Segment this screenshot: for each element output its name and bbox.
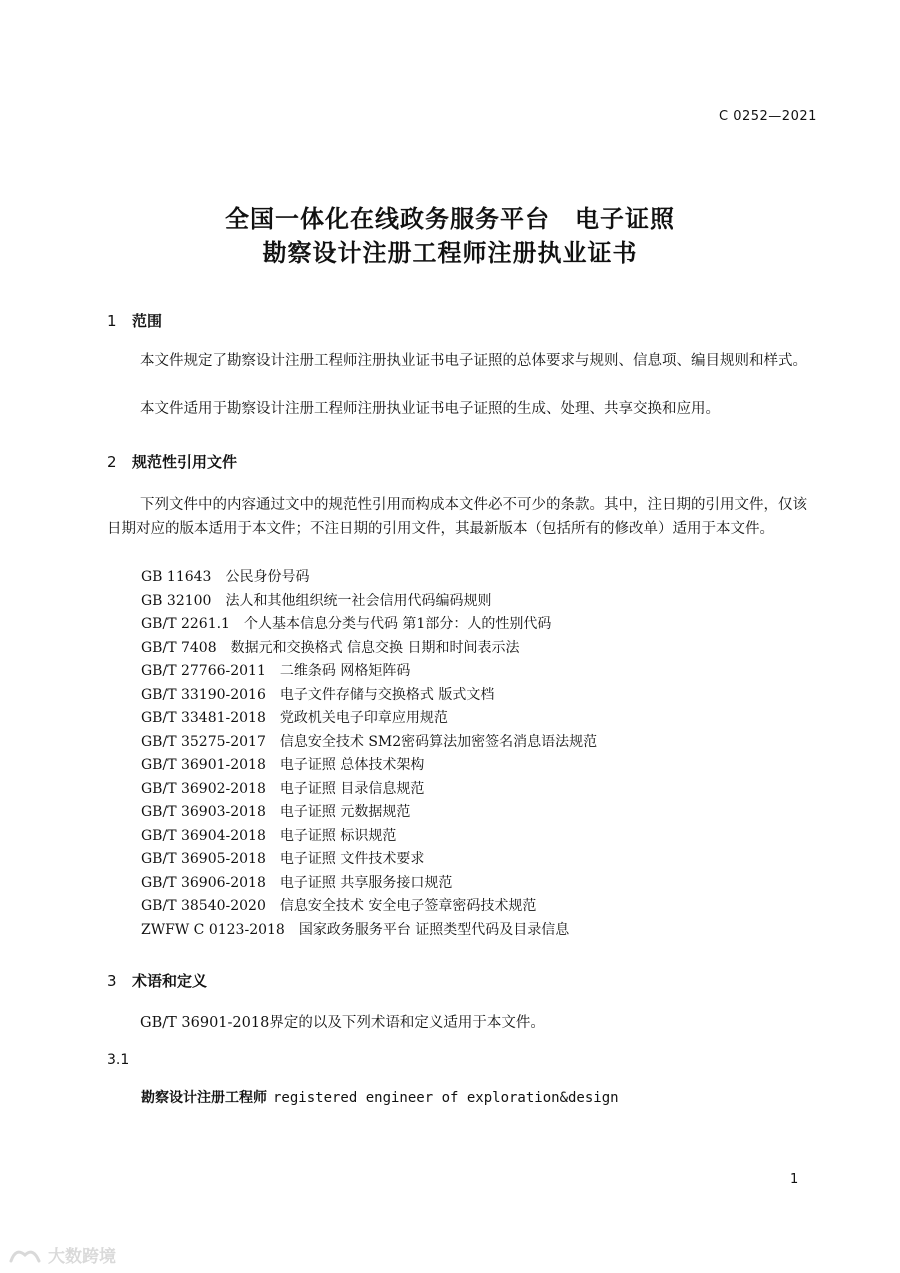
reference-code: GB/T 2261.1 — [141, 616, 230, 632]
list-item — [141, 637, 597, 661]
document-code: C 0252—2021 — [719, 109, 817, 124]
reference-code: ZWFW C 0123-2018 — [141, 921, 285, 938]
reference-code: GB/T 33190-2016 — [141, 686, 266, 703]
reference-code: GB/T 35275-2017 — [141, 733, 266, 750]
list-item — [141, 590, 597, 614]
list-item — [141, 919, 597, 943]
scope-paragraph-2: 本文件适用于勘察设计注册工程师注册执业证书电子证照的生成、处理、共享交换和应用。 — [140, 401, 720, 417]
list-item — [141, 778, 597, 802]
list-item — [141, 754, 597, 778]
list-item — [141, 872, 597, 896]
reference-title: 电子证照 总体技术架构 — [279, 757, 425, 773]
list-item — [141, 566, 597, 590]
reference-title: 电子证照 标识规范 — [279, 827, 397, 844]
reference-title: 信息安全技术 SM2密码算法加密签名消息语法规范 — [279, 733, 598, 750]
reference-code: GB/T 33481-2018 — [141, 710, 266, 726]
reference-title: 国家政务服务平台 证照类型代码及目录信息 — [298, 921, 570, 938]
reference-code: GB/T 27766-2011 — [141, 663, 266, 679]
reference-title: 公民身份号码 — [225, 569, 310, 585]
document-title-line-2: 勘察设计注册工程师注册执业证书 — [262, 239, 638, 267]
reference-title: 电子证照 元数据规范 — [279, 804, 411, 820]
reference-title: 数据元和交换格式 信息交换 日期和时间表示法 — [230, 639, 520, 656]
section-2-heading — [107, 451, 237, 472]
reference-title: 个人基本信息分类与代码 第1部分：人的性别代码 — [243, 616, 552, 632]
watermark — [8, 1242, 116, 1267]
reference-title: 信息安全技术 安全电子签章密码技术规范 — [279, 898, 537, 914]
section-1-heading — [107, 310, 162, 331]
list-item — [141, 801, 597, 825]
list-item — [141, 848, 597, 872]
reference-title: 法人和其他组织统一社会信用代码编码规则 — [225, 592, 492, 609]
section-number: 3 — [107, 972, 117, 990]
section-title: 规范性引用文件 — [132, 453, 238, 471]
reference-code: GB 11643 — [141, 569, 212, 585]
page-number: 1 — [790, 1172, 799, 1187]
list-item — [141, 895, 597, 919]
terms-intro-paragraph: GB/T 36901-2018界定的以及下列术语和定义适用于本文件。 — [140, 1015, 545, 1031]
reference-code: GB/T 7408 — [141, 639, 217, 656]
list-item — [141, 825, 597, 849]
term-entry — [141, 1087, 619, 1107]
reference-title: 电子证照 文件技术要求 — [279, 851, 425, 867]
section-title: 术语和定义 — [132, 972, 208, 990]
reference-code: GB/T 36904-2018 — [141, 827, 266, 844]
reference-code: GB/T 36906-2018 — [141, 874, 266, 891]
term-chinese: 勘察设计注册工程师 — [141, 1090, 267, 1106]
list-item — [141, 613, 597, 637]
list-item — [141, 731, 597, 755]
section-number: 2 — [107, 453, 117, 471]
list-item — [141, 707, 597, 731]
watermark-logo-icon — [8, 1244, 42, 1266]
reference-code: GB/T 36905-2018 — [141, 851, 266, 867]
scope-paragraph-1: 本文件规定了勘察设计注册工程师注册执业证书电子证照的总体要求与规则、信息项、编目规则和样式。 — [140, 353, 807, 369]
reference-title: 电子证照 共享服务接口规范 — [279, 874, 453, 891]
reference-code: GB 32100 — [141, 592, 212, 609]
reference-code: GB/T 36902-2018 — [141, 780, 266, 797]
list-item — [141, 684, 597, 708]
section-3-heading — [107, 970, 207, 991]
term-number: 3.1 — [107, 1052, 130, 1068]
term-english: registered engineer of exploration&design — [273, 1090, 619, 1106]
reference-code: GB/T 38540-2020 — [141, 898, 266, 914]
normative-reference-list — [141, 566, 597, 942]
section-title: 范围 — [132, 312, 163, 330]
reference-title: 电子文件存储与交换格式 版式文档 — [279, 686, 495, 703]
list-item — [141, 660, 597, 684]
references-intro-paragraph: 下列文件中的内容通过文中的规范性引用而构成本文件必不可少的条款。其中，注日期的引用文件，仅该日期对应的版本适用于本文件；不注日期的引用文件，其最新版本（包括所有的修改单）适用于本文件。 — [107, 497, 807, 537]
reference-title: 党政机关电子印章应用规范 — [279, 710, 448, 726]
reference-code: GB/T 36901-2018 — [141, 757, 266, 773]
reference-title: 电子证照 目录信息规范 — [279, 780, 425, 797]
watermark-text: 大数跨境 — [48, 1247, 116, 1267]
document-title-line-1: 全国一体化在线政务服务平台 电子证照 — [225, 205, 675, 233]
reference-code: GB/T 36903-2018 — [141, 804, 266, 820]
reference-title: 二维条码 网格矩阵码 — [279, 663, 411, 679]
section-number: 1 — [107, 312, 117, 330]
